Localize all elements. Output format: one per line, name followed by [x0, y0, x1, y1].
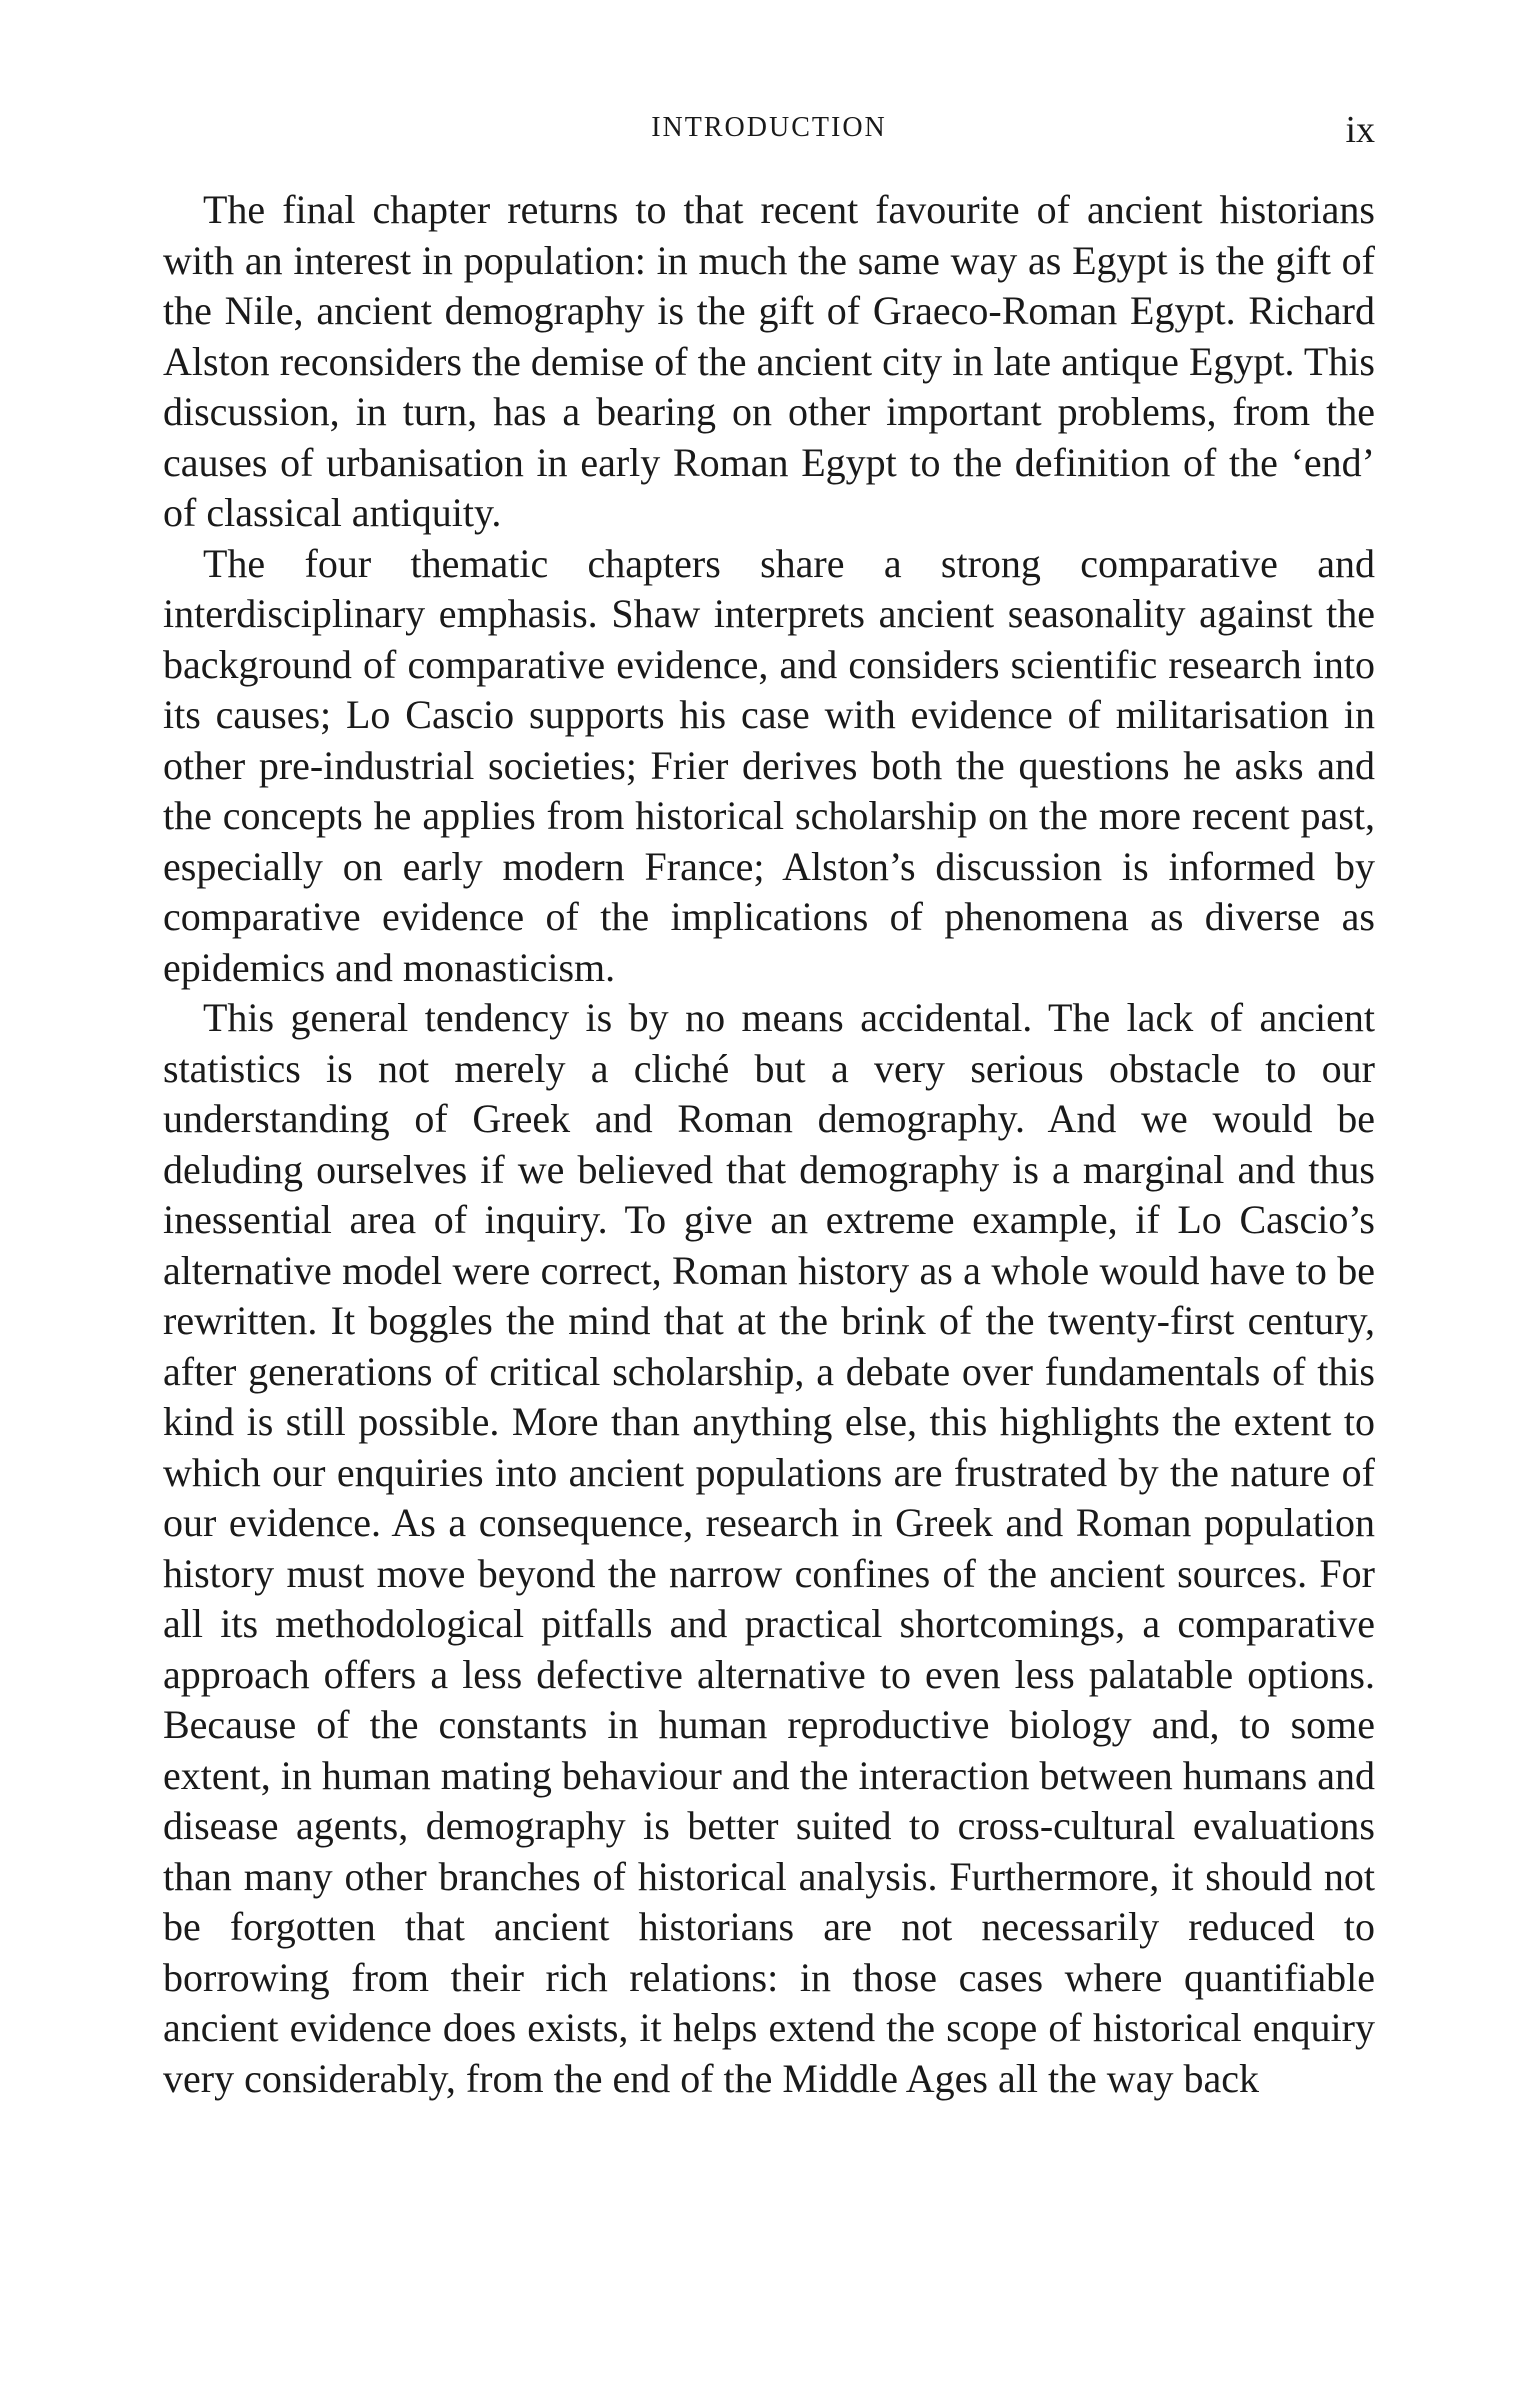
paragraph-final-chapter: The final chapter returns to that recent favourite of ancient historians with an interest in population: in much the same way as Egypt is the gift of the Nile, ancient demography is the gift of Graeco-Roman Egypt. Richard Alston reconsiders the demise of the ancient city in late antique Egypt. This discussion, in turn, has a bearing on other important problems, from the causes of urbanisation in early Roman Egypt to the definition of the ‘end’ of classical antiquity. [163, 187, 1375, 535]
paragraph-thematic-chapters: The four thematic chapters share a strong comparative and interdisciplinary emphasis. Shaw interprets ancient seasonality against the background of comparative evidence, and considers scientific research into its causes; Lo Cascio supports his case with evidence of militarisation in other pre-industrial societies; Frier derives both the questions he asks and the concepts he applies from historical scholarship on the more recent past, especially on early modern France; Alston’s discussion is informed by comparative evidence of the implications of phenomena as diverse as epidemics and monasticism. [163, 540, 1375, 990]
page-number: ix [1345, 109, 1375, 151]
body-text [163, 185, 1375, 2104]
paragraph-general-tendency: This general tendency is by no means accidental. The lack of ancient statistics is not merely a cliché but a very serious obstacle to our understanding of Greek and Roman demography. And we would be deluding ourselves if we believed that demography is a marginal and thus inessential area of inquiry. To give an extreme example, if Lo Cascio’s alternative model were correct, Roman history as a whole would have to be rewritten. It boggles the mind that at the brink of the twenty-first century, after generations of critical scholarship, a debate over fundamentals of this kind is still possible. More than anything else, this highlights the extent to which our enquiries into ancient populations are frustrated by the nature of our evidence. As a consequence, research in Greek and Roman population history must move beyond the narrow confines of the ancient sources. For all its methodological pitfalls and practical shortcomings, a comparative approach offers a less defective alternative to even less palatable options. Because of the constants in human reproductive biology and, to some extent, in human mating behaviour and the interaction between humans and disease agents, demography is better suited to cross-cultural evaluations than many other branches of historical analysis. Furthermore, it should not be forgotten that ancient historians are not necessarily reduced to borrowing from their rich relations: in those cases where quantifiable ancient evidence does exists, it helps extend the scope of historical enquiry very considerably, from the end of the Middle Ages all the way back [163, 995, 1375, 2101]
running-title: INTRODUCTION [651, 112, 887, 143]
running-head [163, 109, 1375, 162]
